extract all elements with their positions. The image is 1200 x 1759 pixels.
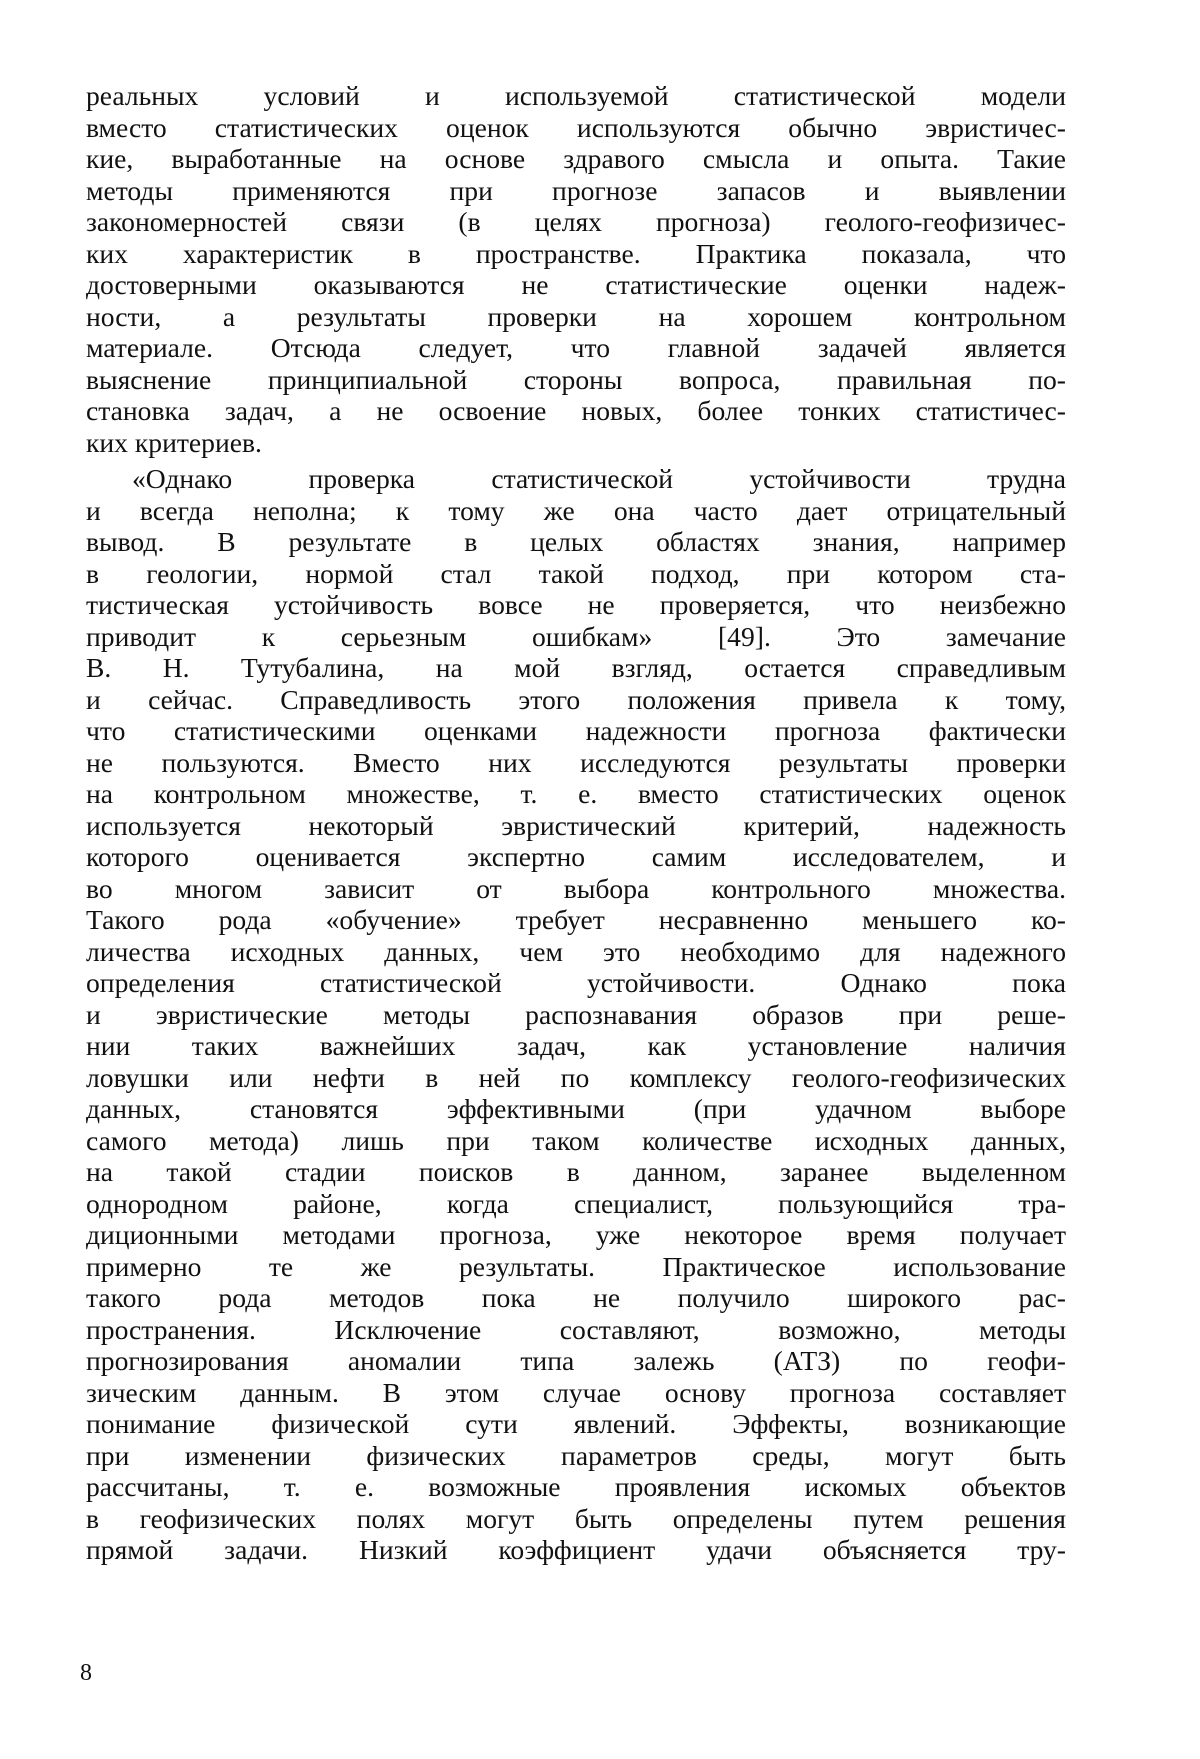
text-line: на контрольном множестве, т. е. вместо статистических оценок [86,778,1066,809]
text-line: понимание физической сути явлений. Эффекты, возникающие [86,1408,1066,1439]
text-line: самого метода) лишь при таком количестве исходных данных, [86,1124,1066,1156]
text-line: при изменении физических параметров среды, могут быть [86,1439,1066,1471]
text-line: становка задач, а не освоение новых, более тонких статистичес- [86,395,1066,426]
text-line: однородном районе, когда специалист, пользующийся тра- [86,1187,1066,1219]
text-line: что статистическими оценками надежности прогноза фактически [86,715,1066,746]
text-line: и всегда неполна; к тому же она часто дает отрицательный [86,494,1066,526]
page-text [86,80,1066,1566]
text-line: нии таких важнейших задач, как установление наличия [86,1030,1066,1061]
text-line: такого рода методов пока не получило широкого рас- [86,1282,1066,1313]
text-line: методы применяются при прогнозе запасов и выявлении [86,174,1066,206]
text-line: личества исходных данных, чем это необходимо для надежного [86,935,1066,967]
text-line: закономерностей связи (в целях прогноза) геолого-геофизичес- [86,206,1066,237]
text-line: приводит к серьезным ошибкам» [49]. Это замечание [86,620,1066,652]
text-line: материале. Отсюда следует, что главной задачей является [86,332,1066,363]
text-line: В. Н. Тутубалина, на мой взгляд, остается справедливым [86,652,1066,683]
text-line: данных, становятся эффективными (при удачном выборе [86,1093,1066,1124]
text-line: рассчитаны, т. е. возможные проявления искомых объектов [86,1471,1066,1502]
text-line: «Однако проверка статистической устойчивости трудна [132,463,1066,494]
text-line: не пользуются. Вместо них исследуются результаты проверки [86,746,1066,778]
page-number: 8 [80,1660,92,1686]
paragraph-2 [86,463,1066,1566]
text-line: используется некоторый эвристический критерий, надежность [86,809,1066,841]
text-line: кие, выработанные на основе здравого смысла и опыта. Такие [86,143,1066,174]
text-line: вывод. В результате в целых областях знания, например [86,526,1066,557]
paragraph-1 [86,80,1066,458]
text-line: примерно те же результаты. Практическое использование [86,1250,1066,1282]
text-line: тистическая устойчивость вовсе не проверяется, что неизбежно [86,589,1066,620]
text-line: выяснение принципиальной стороны вопроса, правильная по- [86,363,1066,395]
text-line: ких характеристик в пространстве. Практика показала, что [86,237,1066,269]
text-line: и сейчас. Справедливость этого положения привела к тому, [86,683,1066,715]
text-line: пространения. Исключение составляют, возможно, методы [86,1313,1066,1345]
text-line: зическим данным. В этом случае основу прогноза составляет [86,1376,1066,1408]
text-line: определения статистической устойчивости. Однако пока [86,967,1066,998]
text-line: диционными методами прогноза, уже некоторое время получает [86,1219,1066,1250]
text-line: Такого рода «обучение» требует несравненно меньшего ко- [86,904,1066,935]
text-line: прямой задачи. Низкий коэффициент удачи объясняется тру- [86,1534,1066,1565]
text-line: реальных условий и используемой статистической модели [86,80,1066,111]
text-line: ности, а результаты проверки на хорошем контрольном [86,300,1066,332]
text-line: прогнозирования аномалии типа залежь (АТЗ) по геофи- [86,1345,1066,1376]
text-line: ловушки или нефти в ней по комплексу геолого-геофизических [86,1061,1066,1093]
text-line: достоверными оказываются не статистические оценки надеж- [86,269,1066,300]
text-line: на такой стадии поисков в данном, заранее выделенном [86,1156,1066,1187]
text-line: ких критериев. [86,426,262,458]
text-line: которого оценивается экспертно самим исследователем, и [86,841,1066,872]
text-line: вместо статистических оценок используются обычно эвристичес- [86,111,1066,143]
text-line: во многом зависит от выбора контрольного множества. [86,872,1066,904]
text-line: в геофизических полях могут быть определены путем решения [86,1502,1066,1534]
text-line: в геологии, нормой стал такой подход, при котором ста- [86,557,1066,589]
text-line: и эвристические методы распознавания образов при реше- [86,998,1066,1030]
